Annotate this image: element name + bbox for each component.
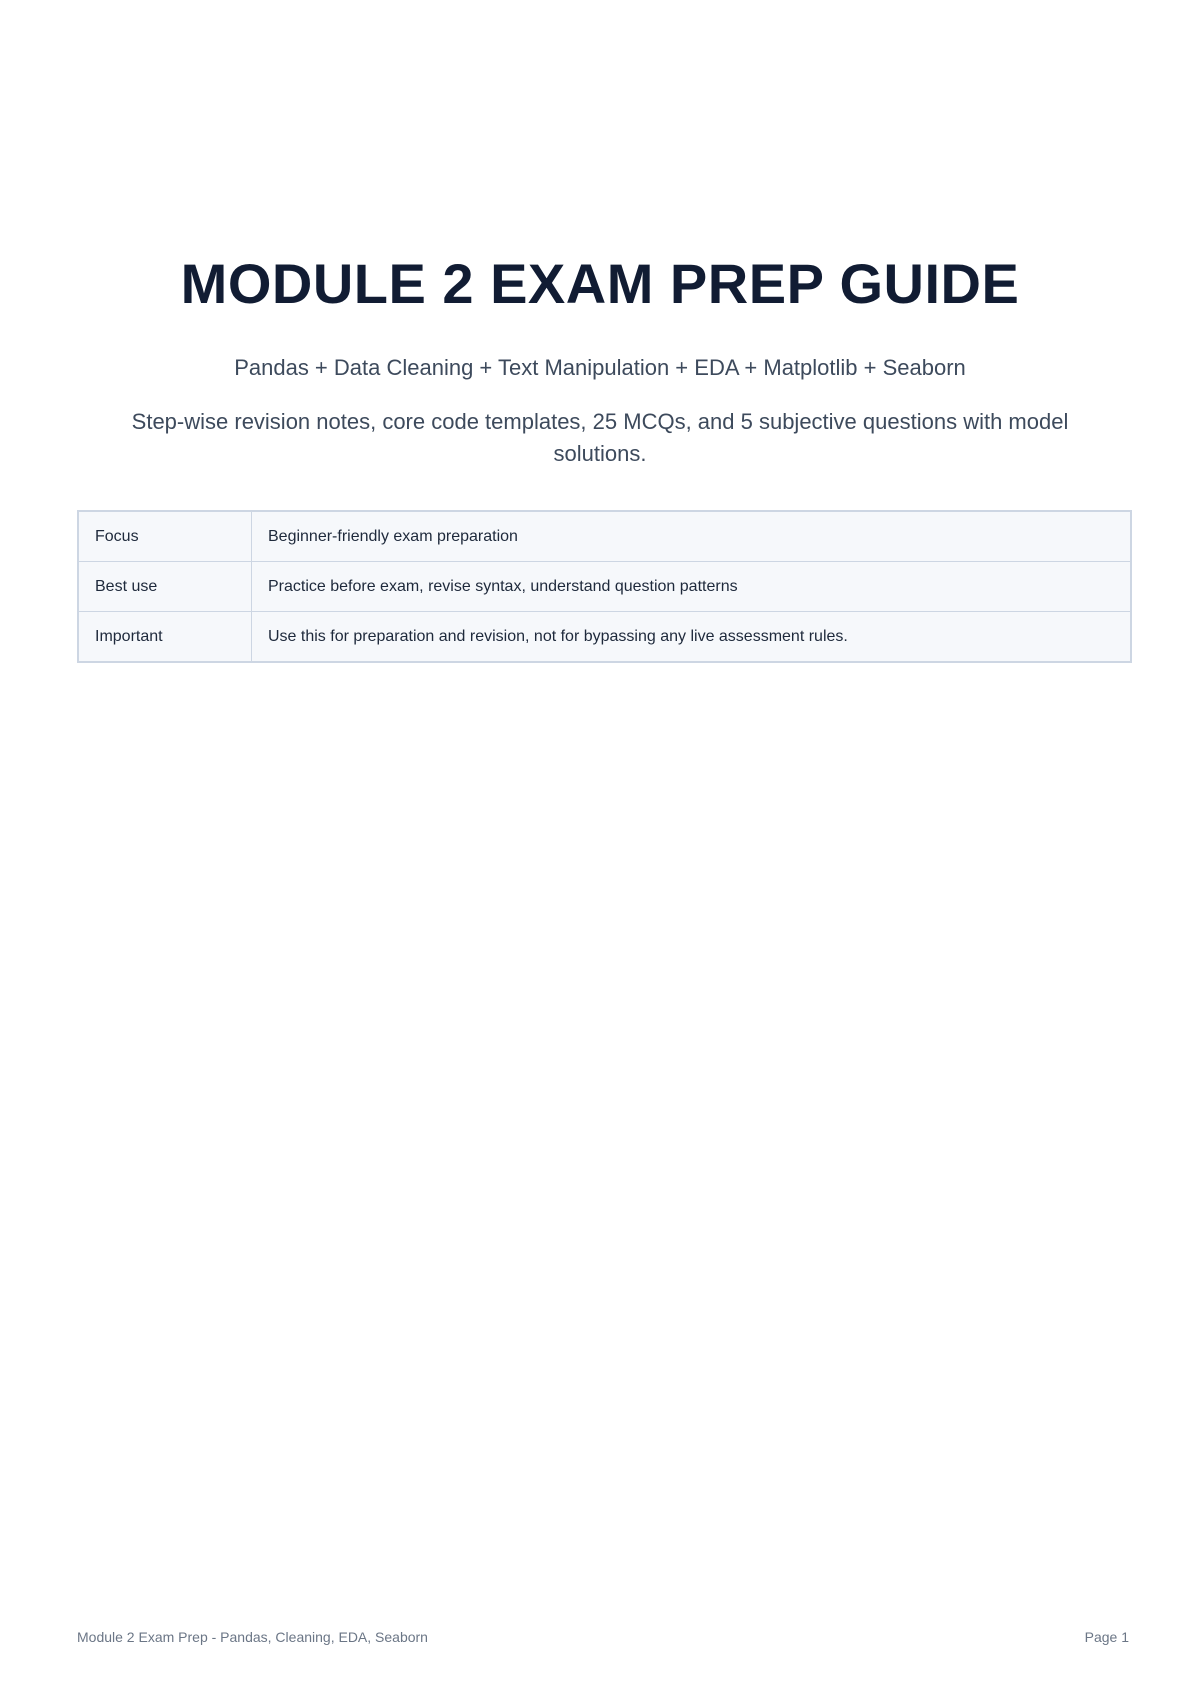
table-row	[78, 511, 1131, 562]
table-row	[78, 562, 1131, 612]
table-cell-value: Practice before exam, revise syntax, understand question patterns	[252, 562, 1132, 612]
table-cell-label: Best use	[78, 562, 252, 612]
table-cell-value: Use this for preparation and revision, not for bypassing any live assessment rules.	[252, 612, 1132, 663]
page-subtitle: Pandas + Data Cleaning + Text Manipulation + EDA + Matplotlib + Seaborn	[234, 355, 966, 380]
footer-document-name: Module 2 Exam Prep - Pandas, Cleaning, EDA, Seaborn	[77, 1629, 428, 1645]
page-description: Step-wise revision notes, core code templates, 25 MCQs, and 5 subjective questions with model solutions.	[131, 409, 1069, 466]
table-cell-label: Important	[78, 612, 252, 663]
page-title: MODULE 2 EXAM PREP GUIDE	[180, 252, 1020, 315]
table-cell-label: Focus	[78, 511, 252, 562]
footer-page-number: Page 1	[1084, 1629, 1129, 1645]
table-row	[78, 612, 1131, 663]
table-cell-value: Beginner-friendly exam preparation	[252, 511, 1132, 562]
info-table	[77, 510, 1132, 663]
